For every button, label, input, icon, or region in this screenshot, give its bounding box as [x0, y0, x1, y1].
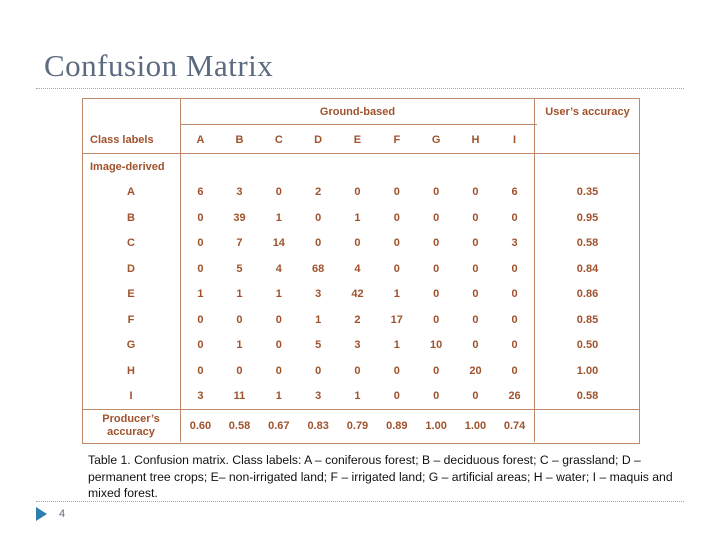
matrix-cell: 1: [354, 390, 361, 403]
matrix-cell: 1: [181, 282, 220, 308]
users-accuracy-cell: 0.35: [535, 180, 641, 206]
matrix-cell: 5: [315, 339, 322, 352]
row-label: B: [127, 211, 135, 224]
row-label: F: [127, 313, 135, 326]
matrix-cell: 1: [275, 288, 282, 301]
matrix-cell: 14: [272, 237, 285, 250]
column-label-d: D: [298, 126, 337, 154]
users-accuracy-cell: 0.95: [535, 205, 641, 231]
table-row: [82, 205, 640, 231]
matrix-cell: 0: [511, 211, 518, 224]
matrix-cell: 0: [315, 364, 322, 377]
matrix-cell: 1: [354, 211, 361, 224]
matrix-cell: 4: [354, 262, 361, 275]
column-label-e: E: [338, 126, 377, 154]
matrix-cell: 0: [433, 186, 440, 199]
table-header-row: [82, 98, 640, 126]
matrix-cell: 39: [233, 211, 246, 224]
matrix-cell: 3: [354, 339, 361, 352]
column-label-row: [82, 126, 640, 154]
matrix-cell: 1: [236, 339, 243, 352]
matrix-cell: 3: [315, 288, 322, 301]
matrix-cell: 1: [393, 288, 400, 301]
users-accuracy-header: User’s accuracy: [535, 98, 641, 126]
matrix-cell: 0: [472, 390, 479, 403]
matrix-cell: 42: [351, 288, 364, 301]
matrix-cell: 0: [511, 288, 518, 301]
producers-accuracy-cell: 0.89: [377, 410, 416, 443]
header-blank-cell: [82, 98, 181, 126]
matrix-cell: 0: [354, 237, 361, 250]
matrix-cell: 6: [511, 186, 518, 199]
matrix-cell: 0: [433, 390, 440, 403]
table-row: [82, 384, 640, 410]
producers-accuracy-cell: 0.60: [181, 410, 220, 443]
matrix-cell: 0: [315, 211, 322, 224]
matrix-cell: 0: [511, 262, 518, 275]
matrix-cell: 0: [315, 237, 322, 250]
producers-accuracy-cell: 0.83: [298, 410, 337, 443]
bullet-triangle-icon: [36, 507, 47, 521]
matrix-cell: 0: [393, 186, 400, 199]
matrix-cell: 0: [236, 364, 243, 377]
table-row: [82, 358, 640, 384]
row-label: E: [127, 288, 135, 301]
matrix-cell: 0: [393, 262, 400, 275]
table-row: [82, 307, 640, 333]
matrix-cell: 0: [472, 186, 479, 199]
producers-accuracy-cell: 0.74: [495, 410, 534, 443]
matrix-cell: 0: [433, 262, 440, 275]
matrix-cell: 0: [275, 313, 282, 326]
producers-accuracy-label: Producer’s accuracy: [82, 410, 181, 443]
producers-accuracy-row: [82, 410, 640, 443]
slide-footer: [36, 507, 65, 521]
matrix-cell: 7: [236, 237, 243, 250]
matrix-cell: 0: [433, 237, 440, 250]
column-label-f: F: [377, 126, 416, 154]
confusion-matrix-table: [82, 98, 640, 442]
matrix-cell: 0: [511, 364, 518, 377]
image-derived-label: Image-derived: [90, 160, 165, 173]
class-labels-header: Class labels: [82, 126, 181, 154]
matrix-cell: 1: [236, 288, 243, 301]
column-label-a: A: [181, 126, 220, 154]
table-row: [82, 231, 640, 257]
column-label-ua-blank: [535, 126, 641, 154]
image-derived-ua-spacer: [535, 154, 641, 180]
title-divider: [36, 88, 684, 89]
matrix-cell: 10: [430, 339, 443, 352]
matrix-cell: 0: [181, 333, 220, 359]
matrix-cell: 1: [393, 339, 400, 352]
matrix-cell: 0: [472, 262, 479, 275]
matrix-cell: 1: [275, 390, 282, 403]
matrix-cell: 0: [433, 288, 440, 301]
table-row: [82, 180, 640, 206]
column-label-h: H: [456, 126, 495, 154]
users-accuracy-cell: 0.85: [535, 307, 641, 333]
image-derived-spacer: [181, 154, 535, 180]
producers-accuracy-cell: 0.67: [259, 410, 298, 443]
column-label-g: G: [416, 126, 455, 154]
matrix-cell: 5: [236, 262, 243, 275]
matrix-cell: 0: [472, 288, 479, 301]
matrix-cell: 0: [393, 364, 400, 377]
matrix-cell: 4: [275, 262, 282, 275]
producers-accuracy-cell: 1.00: [456, 410, 495, 443]
matrix-cell: 0: [472, 237, 479, 250]
matrix-cell: 17: [390, 313, 403, 326]
row-label: G: [126, 339, 136, 352]
row-label: C: [127, 237, 135, 250]
matrix-cell: 2: [354, 313, 361, 326]
matrix-cell: 0: [433, 364, 440, 377]
matrix-cell: 0: [511, 313, 518, 326]
matrix-cell: 0: [393, 390, 400, 403]
matrix-cell: 0: [275, 339, 282, 352]
users-accuracy-cell: 0.86: [535, 282, 641, 308]
row-label: A: [127, 186, 135, 199]
producers-ua-blank: [535, 410, 641, 443]
column-label-b: B: [220, 126, 259, 154]
matrix-cell: 6: [181, 180, 220, 206]
matrix-cell: 1: [275, 211, 282, 224]
footer-divider: [36, 501, 684, 502]
matrix-cell: 3: [181, 384, 220, 410]
matrix-cell: 0: [472, 211, 479, 224]
table-row: [82, 282, 640, 308]
matrix-cell: 0: [275, 186, 282, 199]
matrix-cell: 3: [236, 186, 243, 199]
matrix-cell: 0: [181, 205, 220, 231]
matrix-cell: 0: [236, 313, 243, 326]
producers-accuracy-cell: 0.79: [338, 410, 377, 443]
matrix-cell: 0: [181, 307, 220, 333]
matrix-cell: 0: [393, 211, 400, 224]
row-label: H: [127, 364, 135, 377]
producers-accuracy-cell: 1.00: [416, 410, 455, 443]
table-row: [82, 333, 640, 359]
image-derived-row: [82, 154, 640, 180]
column-label-c: C: [259, 126, 298, 154]
matrix-cell: 0: [472, 313, 479, 326]
matrix-cell: 0: [433, 211, 440, 224]
ground-based-header: Ground-based: [181, 98, 535, 126]
row-label: D: [127, 262, 135, 275]
matrix-cell: 0: [472, 339, 479, 352]
matrix-cell: 20: [469, 364, 482, 377]
matrix-cell: 0: [393, 237, 400, 250]
matrix-cell: 0: [181, 358, 220, 384]
matrix-cell: 0: [433, 313, 440, 326]
users-accuracy-cell: 1.00: [535, 358, 641, 384]
users-accuracy-cell: 0.50: [535, 333, 641, 359]
matrix-cell: 11: [233, 390, 246, 403]
matrix-cell: 1: [315, 313, 322, 326]
matrix-cell: 0: [511, 339, 518, 352]
slide-title: Confusion Matrix: [44, 48, 274, 83]
matrix-cell: 26: [508, 390, 521, 403]
matrix-cell: 2: [315, 186, 322, 199]
users-accuracy-cell: 0.58: [535, 231, 641, 257]
users-accuracy-cell: 0.58: [535, 384, 641, 410]
matrix-cell: 0: [354, 364, 361, 377]
matrix-cell: 68: [312, 262, 325, 275]
matrix-cell: 0: [354, 186, 361, 199]
column-label-i: I: [495, 126, 534, 154]
table-row: [82, 256, 640, 282]
producers-accuracy-cell: 0.58: [220, 410, 259, 443]
page-number: 4: [59, 508, 66, 520]
users-accuracy-cell: 0.84: [535, 256, 641, 282]
table-caption: Table 1. Confusion matrix. Class labels: A – coniferous forest; B – deciduous forest; C – grassland; D – permanent tree crops; E– non-irrigated land; F – irrigated land; G – artificial areas; H – water; I – maquis and mixed forest.: [88, 453, 673, 500]
matrix-cell: 0: [275, 364, 282, 377]
matrix-cell: 0: [181, 231, 220, 257]
matrix-cell: 3: [511, 237, 518, 250]
matrix-cell: 0: [181, 256, 220, 282]
row-label: I: [129, 390, 133, 403]
matrix-cell: 3: [315, 390, 322, 403]
